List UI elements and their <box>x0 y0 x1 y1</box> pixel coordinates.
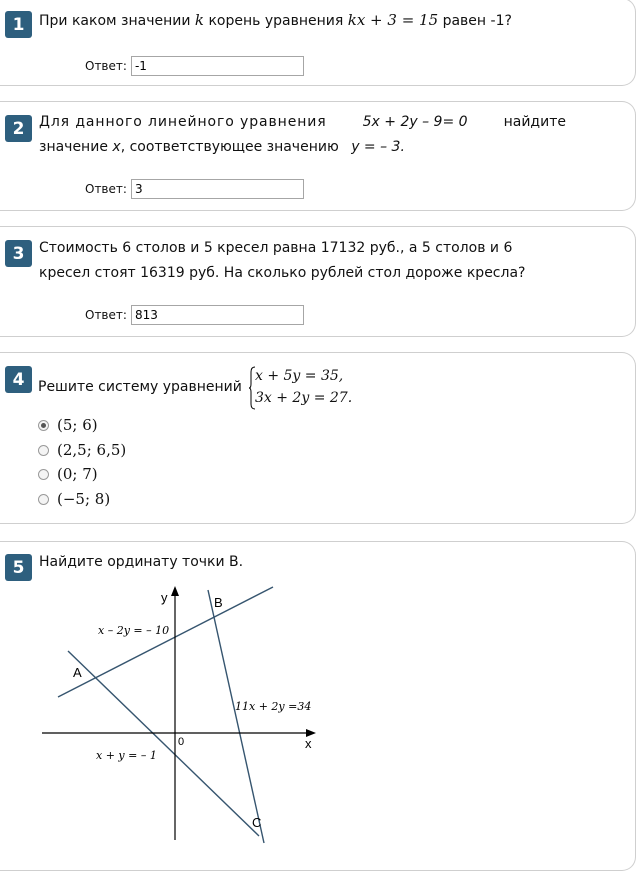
answer-row <box>85 179 304 199</box>
option-radio[interactable]: (2,5; 6,5) <box>38 441 126 459</box>
question-card-3 <box>0 226 636 337</box>
equation-system: x + 5y = 35, 3x + 2y = 27. <box>255 368 353 406</box>
y-axis-label: y <box>161 590 168 605</box>
question-number-badge: 1 <box>5 11 32 38</box>
radio-button[interactable] <box>38 469 49 480</box>
answer-row <box>85 305 304 325</box>
radio-button[interactable] <box>38 445 49 456</box>
y-axis-arrow <box>171 586 179 596</box>
point-b-label: B <box>214 595 223 610</box>
radio-button[interactable] <box>38 420 49 431</box>
question-number-badge: 4 <box>5 366 32 393</box>
question-number-badge: 2 <box>5 115 32 142</box>
answer-label: Ответ: <box>85 182 127 196</box>
question-text: Стоимость 6 столов и 5 кресел равна 17132 руб., а 5 столов и 6 кресел стоят 16319 руб. На сколько рублей стол дороже кресла? <box>39 240 526 281</box>
answer-input[interactable] <box>131 305 304 325</box>
answer-row <box>85 56 304 76</box>
option-radio[interactable]: (0; 7) <box>38 465 98 483</box>
question-text: Найдите ординату точки B. <box>39 554 244 570</box>
point-a-label: A <box>73 665 82 680</box>
origin-label: 0 <box>178 736 185 748</box>
question-card-1 <box>0 0 636 86</box>
line-label-11x-2y: 11x + 2y =34 <box>235 700 312 713</box>
point-c-label: C <box>252 815 262 830</box>
answer-input[interactable] <box>131 56 304 76</box>
option-radio[interactable]: (−5; 8) <box>38 490 110 508</box>
answer-label: Ответ: <box>85 308 127 322</box>
answer-label: Ответ: <box>85 59 127 73</box>
graph-line-11x-2y <box>208 590 264 843</box>
question-number-badge: 3 <box>5 240 32 267</box>
question-text: При каком значении k корень уравнения kx + 3 = 15 равен -1? <box>39 11 512 29</box>
line-label-x-2y: x – 2y = – 10 <box>98 624 170 637</box>
question-text: Решите систему уравнений <box>38 379 242 395</box>
question-card-2 <box>0 101 636 211</box>
answer-input[interactable] <box>131 179 304 199</box>
option-radio[interactable]: (5; 6) <box>38 416 98 434</box>
line-label-x-plus-y: x + y = – 1 <box>96 749 157 762</box>
x-axis-label: x <box>305 736 312 751</box>
graph-line-x-plus-y <box>68 651 262 836</box>
question-text: Для данного линейного уравнения 5x + 2y – 9= 0 найдите значение x, соответствующее значению y = – 3. <box>39 114 566 155</box>
question-number-badge: 5 <box>5 554 32 581</box>
radio-button[interactable] <box>38 494 49 505</box>
coordinate-graph <box>0 575 340 855</box>
